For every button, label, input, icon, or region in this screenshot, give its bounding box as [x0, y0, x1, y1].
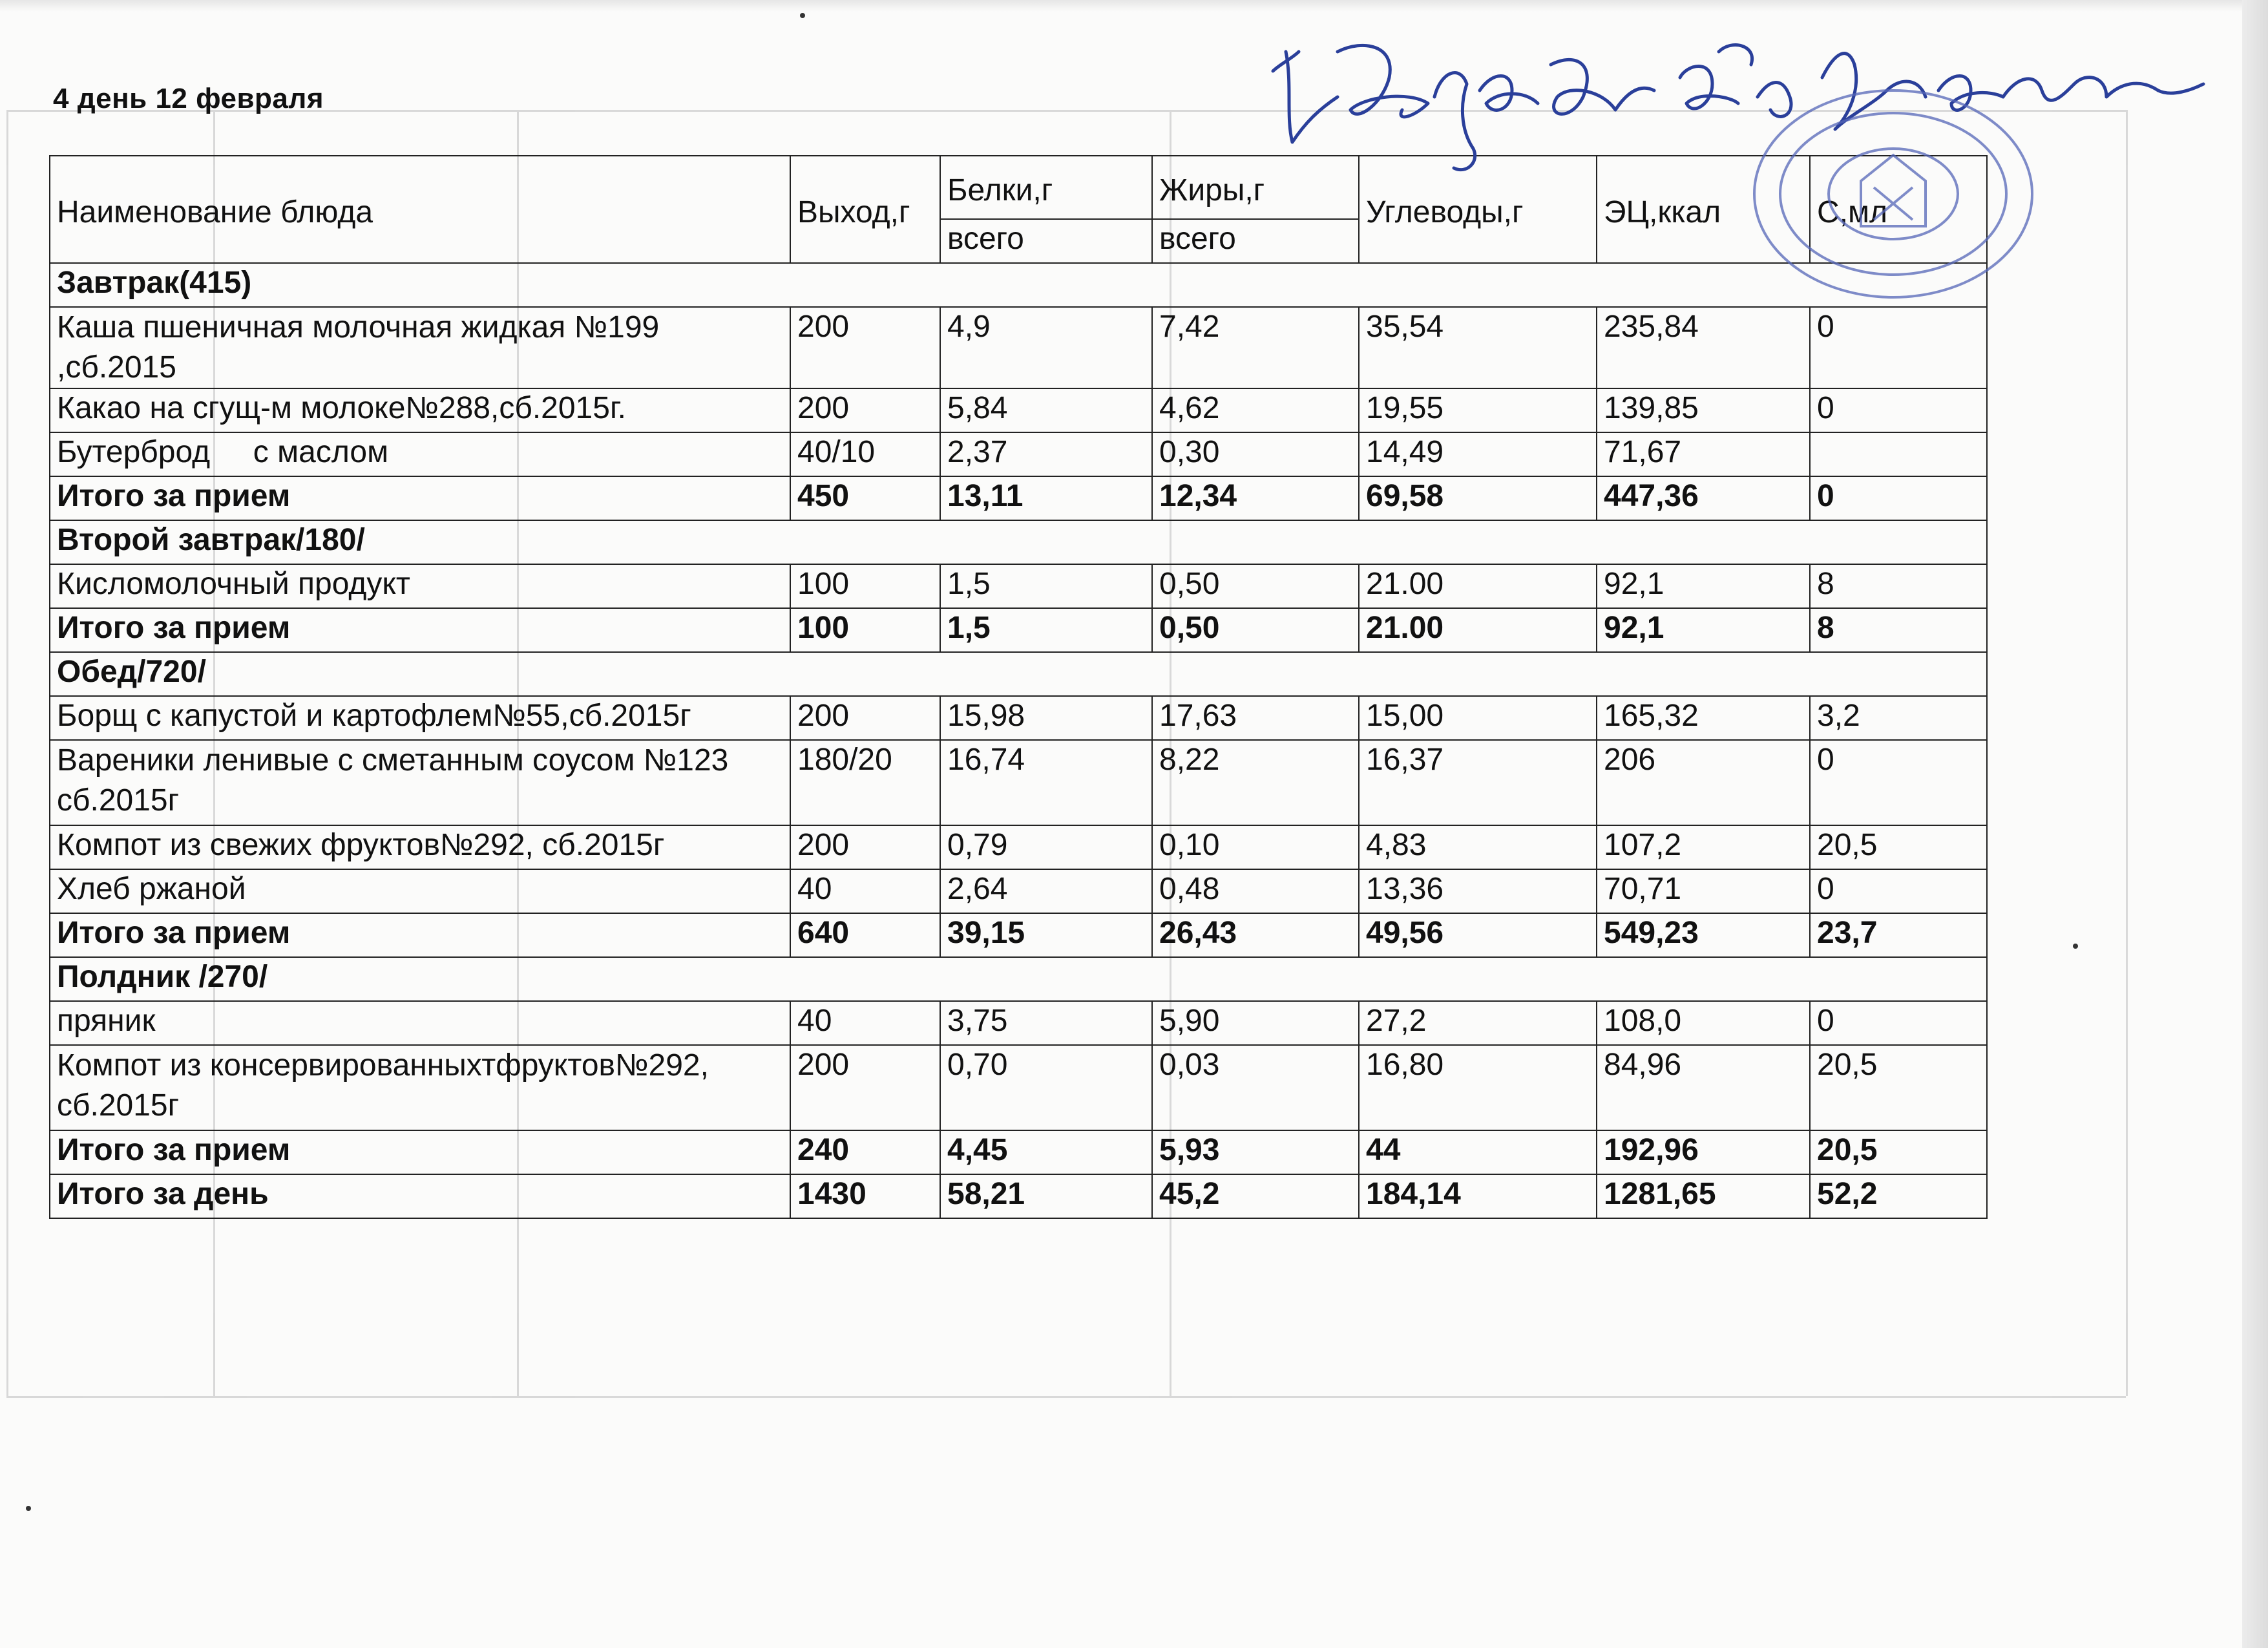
- cell-vitc: 20,5: [1810, 825, 1987, 869]
- cell-vitc: 20,5: [1810, 1045, 1987, 1130]
- cell-yield: 200: [790, 1045, 940, 1130]
- column-subheader-proteins: всего: [940, 219, 1152, 263]
- section-row: [50, 957, 1987, 1001]
- cell-proteins: 0,79: [940, 825, 1152, 869]
- cell-carbs: 21.00: [1359, 608, 1597, 652]
- cell-fats: 4,62: [1152, 388, 1359, 432]
- cell-energy: 165,32: [1597, 696, 1810, 740]
- cell-yield: 640: [790, 913, 940, 957]
- dish-row: [50, 696, 1987, 740]
- section-row: [50, 263, 1987, 307]
- cell-vitc: 0: [1810, 307, 1987, 388]
- section-row: [50, 652, 1987, 696]
- cell-proteins: 39,15: [940, 913, 1152, 957]
- cell-vitc: 8: [1810, 608, 1987, 652]
- section-row: [50, 520, 1987, 564]
- dish-name: Борщ с капустой и картофлем№55,сб.2015г: [50, 696, 790, 740]
- section-title: Завтрак(415): [50, 263, 1987, 307]
- cell-fats: 0,50: [1152, 564, 1359, 608]
- cell-carbs: 44: [1359, 1130, 1597, 1174]
- cell-vitc: 20,5: [1810, 1130, 1987, 1174]
- section-title: Полдник /270/: [50, 957, 1987, 1001]
- total-label: Итого за прием: [50, 476, 790, 520]
- total-row: [50, 476, 1987, 520]
- dish-name: Компот из консервированныхтфруктов№292, сб.2015г: [50, 1045, 790, 1130]
- cell-proteins: 13,11: [940, 476, 1152, 520]
- cell-energy: 108,0: [1597, 1001, 1810, 1045]
- cell-carbs: 27,2: [1359, 1001, 1597, 1045]
- menu-table: [49, 155, 1988, 1219]
- dish-row: [50, 388, 1987, 432]
- dish-row: [50, 825, 1987, 869]
- dish-row: [50, 740, 1987, 825]
- cell-proteins: 4,9: [940, 307, 1152, 388]
- cell-yield: 1430: [790, 1174, 940, 1218]
- cell-energy: 84,96: [1597, 1045, 1810, 1130]
- cell-carbs: 69,58: [1359, 476, 1597, 520]
- dish-name: пряник: [50, 1001, 790, 1045]
- cell-carbs: 13,36: [1359, 869, 1597, 913]
- cell-carbs: 19,55: [1359, 388, 1597, 432]
- cell-vitc: 0: [1810, 1001, 1987, 1045]
- cell-yield: 200: [790, 696, 940, 740]
- cell-yield: 40: [790, 869, 940, 913]
- cell-fats: 17,63: [1152, 696, 1359, 740]
- cell-fats: 5,93: [1152, 1130, 1359, 1174]
- handwritten-signature: [1266, 26, 2210, 181]
- dish-name: Какао на сгущ-м молоке№288,сб.2015г.: [50, 388, 790, 432]
- dish-row: [50, 1045, 1987, 1130]
- total-row: [50, 1130, 1987, 1174]
- cell-vitc: 0: [1810, 740, 1987, 825]
- cell-energy: 70,71: [1597, 869, 1810, 913]
- cell-vitc: [1810, 432, 1987, 476]
- speck-3: [2073, 944, 2078, 949]
- cell-carbs: 14,49: [1359, 432, 1597, 476]
- cell-energy: 447,36: [1597, 476, 1810, 520]
- cell-proteins: 1,5: [940, 608, 1152, 652]
- cell-fats: 0,10: [1152, 825, 1359, 869]
- cell-vitc: 3,2: [1810, 696, 1987, 740]
- cell-carbs: 49,56: [1359, 913, 1597, 957]
- cell-fats: 8,22: [1152, 740, 1359, 825]
- cell-proteins: 3,75: [940, 1001, 1152, 1045]
- cell-vitc: 52,2: [1810, 1174, 1987, 1218]
- cell-fats: 5,90: [1152, 1001, 1359, 1045]
- cell-proteins: 1,5: [940, 564, 1152, 608]
- speck-2: [26, 1506, 31, 1511]
- cell-fats: 7,42: [1152, 307, 1359, 388]
- cell-fats: 0,30: [1152, 432, 1359, 476]
- cell-fats: 12,34: [1152, 476, 1359, 520]
- cell-carbs: 16,80: [1359, 1045, 1597, 1130]
- cell-vitc: 23,7: [1810, 913, 1987, 957]
- dish-name: Кисломолочный продукт: [50, 564, 790, 608]
- column-subheader-fats: всего: [1152, 219, 1359, 263]
- cell-carbs: 16,37: [1359, 740, 1597, 825]
- cell-proteins: 15,98: [940, 696, 1152, 740]
- cell-carbs: 184,14: [1359, 1174, 1597, 1218]
- dish-row: [50, 432, 1987, 476]
- speck-1: [800, 13, 805, 18]
- dish-name: Каша пшеничная молочная жидкая №199 ,сб.2015: [50, 307, 790, 388]
- cell-yield: 240: [790, 1130, 940, 1174]
- cell-proteins: 4,45: [940, 1130, 1152, 1174]
- cell-yield: 100: [790, 564, 940, 608]
- cell-yield: 450: [790, 476, 940, 520]
- page-title: 4 день 12 февраля: [53, 83, 324, 114]
- cell-yield: 40: [790, 1001, 940, 1045]
- cell-vitc: 0: [1810, 869, 1987, 913]
- cell-energy: 71,67: [1597, 432, 1810, 476]
- cell-energy: 206: [1597, 740, 1810, 825]
- cell-fats: 45,2: [1152, 1174, 1359, 1218]
- column-header-name: Наименование блюда: [50, 156, 790, 263]
- cell-proteins: 16,74: [940, 740, 1152, 825]
- cell-fats: 0,50: [1152, 608, 1359, 652]
- cell-proteins: 0,70: [940, 1045, 1152, 1130]
- column-header-carbs: Углеводы,г: [1359, 156, 1597, 263]
- column-header-vitc: С,мл: [1810, 156, 1987, 263]
- cell-energy: 1281,65: [1597, 1174, 1810, 1218]
- cell-energy: 139,85: [1597, 388, 1810, 432]
- total-label: Итого за день: [50, 1174, 790, 1218]
- dish-name: Хлеб ржаной: [50, 869, 790, 913]
- total-label: Итого за прием: [50, 1130, 790, 1174]
- page-right-edge: [2242, 0, 2268, 1648]
- cell-yield: 40/10: [790, 432, 940, 476]
- cell-fats: 0,48: [1152, 869, 1359, 913]
- cell-yield: 180/20: [790, 740, 940, 825]
- dish-row: [50, 1001, 1987, 1045]
- cell-energy: 92,1: [1597, 564, 1810, 608]
- dish-name: Вареники ленивые с сметанным соусом №123 сб.2015г: [50, 740, 790, 825]
- round-stamp: [1745, 84, 2042, 304]
- cell-carbs: 21.00: [1359, 564, 1597, 608]
- cell-vitc: 8: [1810, 564, 1987, 608]
- dish-name: Компот из свежих фруктов№292, сб.2015г: [50, 825, 790, 869]
- cell-energy: 549,23: [1597, 913, 1810, 957]
- section-title: Второй завтрак/180/: [50, 520, 1987, 564]
- page-top-edge: [0, 0, 2268, 12]
- total-row: [50, 913, 1987, 957]
- cell-proteins: 5,84: [940, 388, 1152, 432]
- dish-row: [50, 307, 1987, 388]
- total-label: Итого за прием: [50, 608, 790, 652]
- cell-carbs: 35,54: [1359, 307, 1597, 388]
- cell-proteins: 58,21: [940, 1174, 1152, 1218]
- total-row: [50, 608, 1987, 652]
- cell-yield: 100: [790, 608, 940, 652]
- cell-fats: 26,43: [1152, 913, 1359, 957]
- cell-energy: 92,1: [1597, 608, 1810, 652]
- cell-fats: 0,03: [1152, 1045, 1359, 1130]
- cell-yield: 200: [790, 825, 940, 869]
- total-row: [50, 1174, 1987, 1218]
- section-title: Обед/720/: [50, 652, 1987, 696]
- cell-yield: 200: [790, 388, 940, 432]
- cell-carbs: 4,83: [1359, 825, 1597, 869]
- column-header-yield: Выход,г: [790, 156, 940, 263]
- cell-energy: 235,84: [1597, 307, 1810, 388]
- total-label: Итого за прием: [50, 913, 790, 957]
- column-header-proteins: Белки,г: [940, 156, 1152, 219]
- cell-yield: 200: [790, 307, 940, 388]
- cell-carbs: 15,00: [1359, 696, 1597, 740]
- cell-proteins: 2,37: [940, 432, 1152, 476]
- cell-vitc: 0: [1810, 476, 1987, 520]
- column-header-fats: Жиры,г: [1152, 156, 1359, 219]
- cell-energy: 107,2: [1597, 825, 1810, 869]
- column-header-energy: ЭЦ,ккал: [1597, 156, 1810, 263]
- cell-vitc: 0: [1810, 388, 1987, 432]
- dish-row: [50, 564, 1987, 608]
- cell-energy: 192,96: [1597, 1130, 1810, 1174]
- dish-row: [50, 869, 1987, 913]
- dish-name: Бутерброд с маслом: [50, 432, 790, 476]
- cell-proteins: 2,64: [940, 869, 1152, 913]
